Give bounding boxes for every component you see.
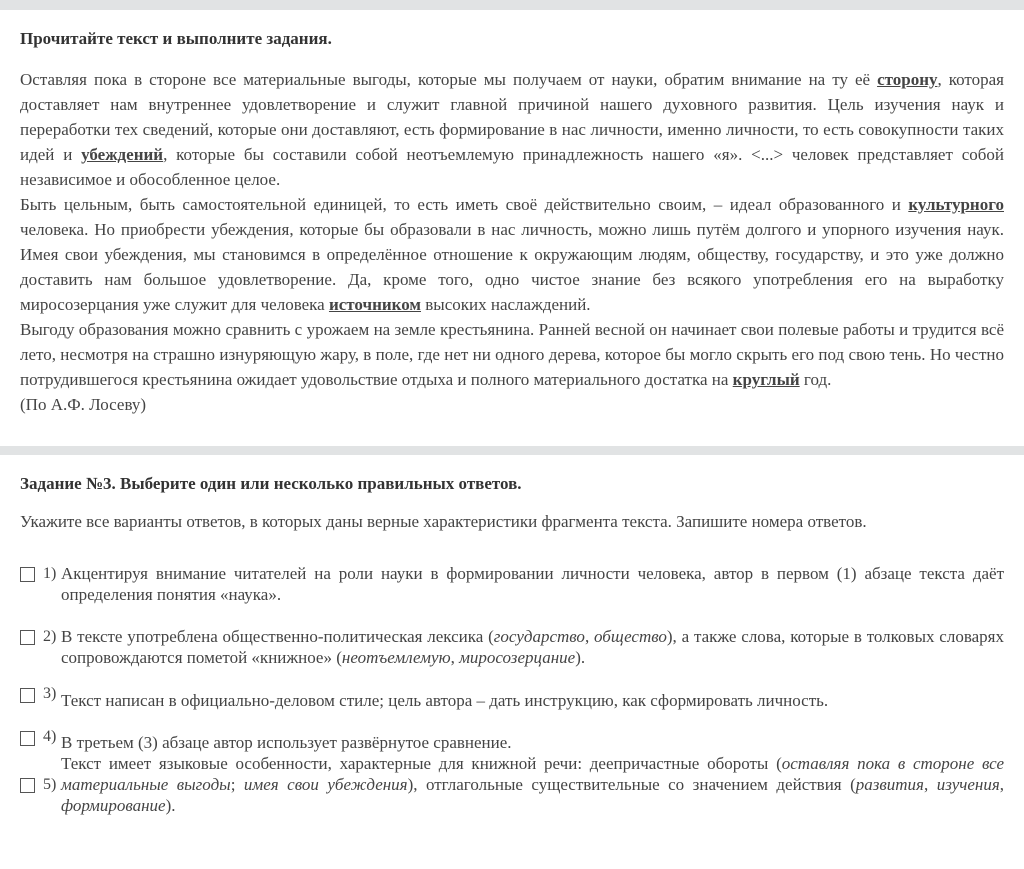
option-2-checkbox[interactable]	[20, 630, 35, 645]
task-heading: Задание №3. Выберите один или несколько правильных ответов.	[20, 474, 522, 493]
option-2-italic-2: общество	[594, 627, 667, 646]
option-2-text-2: ,	[584, 627, 594, 646]
option-5-text-5: ,	[999, 775, 1004, 794]
answer-option-2	[20, 626, 1004, 668]
underlined-word-ubezhdeniy: убеждений	[81, 145, 164, 164]
option-5-italic-5: формирование	[61, 796, 166, 815]
answer-option-1	[20, 563, 1004, 605]
option-1-checkbox[interactable]	[20, 567, 35, 582]
paragraph-1	[20, 67, 1004, 192]
option-2-text-4: ,	[450, 648, 460, 667]
p2-text-c: высоких наслаждений.	[421, 295, 591, 314]
p1-text-b: , которая доставляет нам внутреннее удовлетворение и служит главной причиной нашего духовного развития. Цель изучения наук и переработки тех сведений, которые они доставляют, есть формирование в нас личности, именно личности, то есть совокупности таких идей и	[20, 70, 1004, 164]
p3-text-b: год.	[799, 370, 832, 389]
paragraph-3	[20, 317, 1004, 392]
option-2-text-3: ), а также слова, которые в толковых словарях сопровождаются пометой «книжное» (	[61, 627, 1005, 667]
answer-option-5	[20, 753, 1004, 816]
option-5-text-2: ;	[230, 775, 244, 794]
answer-option-3	[20, 685, 1004, 711]
option-1-text: Акцентируя внимание читателей на роли науки в формировании личности человека, автор в первом (1) абзаце текста даёт определения понятия «наука».	[61, 564, 1004, 604]
option-5-italic-3: развития	[855, 775, 924, 794]
top-divider	[0, 0, 1024, 10]
underlined-word-istochnikom: источником	[328, 295, 421, 314]
underlined-word-krugly: круглый	[732, 370, 800, 389]
section-divider	[0, 446, 1024, 455]
passage-heading: Прочитайте текст и выполните задания.	[20, 29, 332, 48]
option-2-italic-1: государство	[493, 627, 585, 646]
option-3-checkbox[interactable]	[20, 688, 35, 703]
option-2-number: 2)	[43, 628, 57, 645]
option-4-number: 4)	[43, 728, 57, 745]
reading-passage-section	[0, 10, 1024, 446]
option-5-text-1: Текст имеет языковые особенности, характерные для книжной речи: деепричастные обороты (	[61, 754, 782, 773]
p3-text-a: Выгоду образования можно сравнить с урожаем на земле крестьянина. Ранней весной он начинает свои полевые работы и трудится всё лето, несмотря на страшно изнуряющую жару, в поле, где нет ни одного дерева, которое бы могло скрыть его под свою тень. Но честно потрудившегося крестьянина ожидает удовольствие отдыха и полного материального достатка на	[20, 320, 1004, 389]
option-5-italic-1: оставляя пока в стороне все материальные выгоды	[61, 754, 1004, 794]
option-3-number: 3)	[43, 685, 57, 702]
task-section	[0, 455, 1024, 816]
option-4-text: В третьем (3) абзаце автор использует развёрнутое сравнение.	[61, 733, 512, 752]
option-5-italic-4: изучения	[936, 775, 1000, 794]
p1-text-a: Оставляя пока в стороне все материальные выгоды, которые мы получаем от науки, обратим внимание на ту её	[20, 70, 878, 89]
option-5-checkbox[interactable]	[20, 778, 35, 793]
option-2-text-1: В тексте употреблена общественно-политическая лексика (	[61, 627, 494, 646]
option-2-italic-3: неотъемлемую	[341, 648, 451, 667]
option-1-number: 1)	[43, 565, 57, 582]
task-instruction: Укажите все варианты ответов, в которых даны верные характеристики фрагмента текста. Запишите номера ответов.	[20, 512, 867, 531]
option-5-text-6: ).	[165, 796, 176, 815]
option-3-text: Текст написан в официально-деловом стиле; цель автора – дать инструкцию, как сформировать личность.	[61, 691, 829, 710]
option-2-text-5: ).	[575, 648, 586, 667]
passage-text	[20, 67, 1004, 417]
underlined-word-storonu: сторону	[877, 70, 938, 89]
p2-text-b: человека. Но приобрести убеждения, которые бы образовали в нас личность, можно лишь путём долгого и упорного изучения наук. Имея свои убеждения, мы становимся в определённое отношение к окружающим людям, обществу, государству, и это уже должно доставить нам большое удовлетворение. Да, кроме того, одно чистое знание без всякого употребления его на выработку миросозерцания уже служит для человека	[20, 220, 1004, 314]
option-4-checkbox[interactable]	[20, 731, 35, 746]
option-5-italic-2: имея свои убеждения	[243, 775, 408, 794]
option-5-text-3: ), отглагольные существительные со значением действия (	[407, 775, 856, 794]
p1-text-c: , которые бы составили собой неотъемлемую принадлежность нашего «я». <...> человек представляет собой независимое и обособленное целое.	[20, 145, 1004, 189]
option-5-number: 5)	[43, 776, 57, 793]
passage-source: (По А.Ф. Лосеву)	[20, 395, 147, 414]
underlined-word-kulturnogo: культурного	[908, 195, 1004, 214]
answer-option-4	[20, 728, 1004, 753]
option-2-italic-4: миросозерцание	[459, 648, 576, 667]
p2-text-a: Быть цельным, быть самостоятельной единицей, то есть иметь своё действительно своим, – идеал образованного и	[20, 195, 909, 214]
paragraph-2	[20, 192, 1004, 317]
option-5-text-4: ,	[923, 775, 937, 794]
